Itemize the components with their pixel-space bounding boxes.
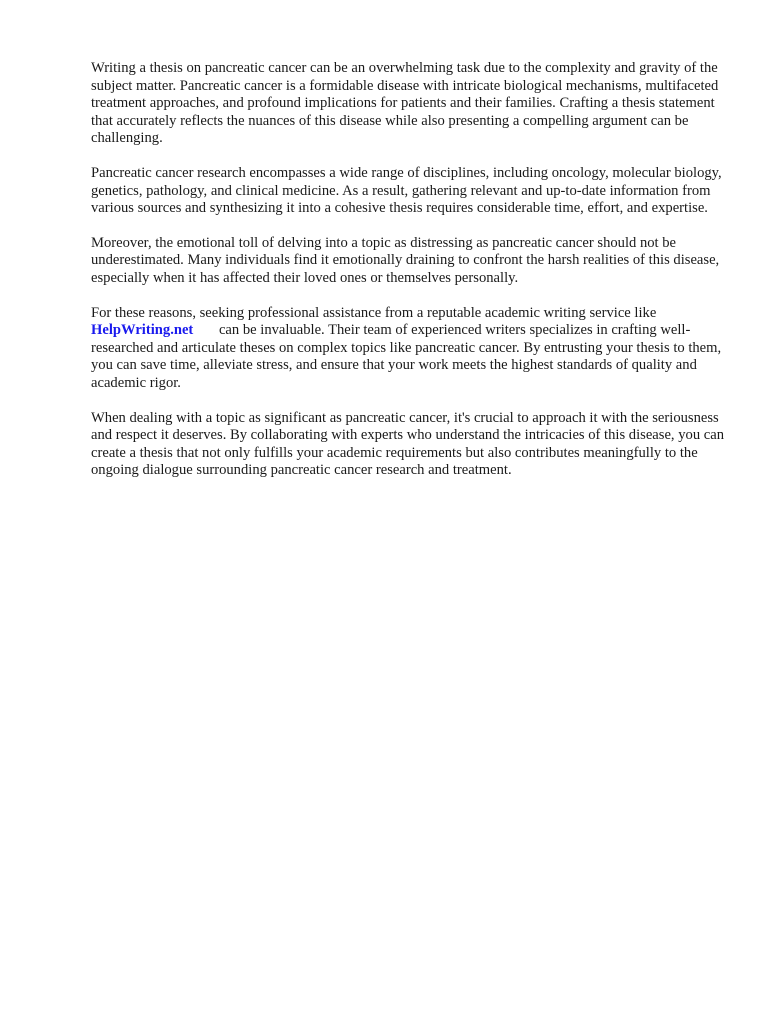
paragraph-intro: Writing a thesis on pancreatic cancer can be an overwhelming task due to the complexity and gravity of the subject matter. Pancreatic cancer is a formidable disease with intricate biological mechanisms, multifaceted treatment approaches, and profound implications for patients and their families. Crafting a thesis statement that accurately reflects the nuances of this disease while also presenting a compelling argument can be challenging. (91, 60, 719, 147)
paragraph-promo (91, 305, 727, 393)
helpwriting-link[interactable]: HelpWriting.net (91, 322, 194, 339)
promo-text-before: For these reasons, seeking professional assistance from a reputable academic writing service like (91, 304, 657, 321)
promo-text-after: can be invaluable. Their team of experienced writers specializes in crafting well-researched and articulate theses on complex topics like pancreatic cancer. By entrusting your thesis to them, you can save time, alleviate stress, and ensure that your work meets the highest standards of quality and academic rigor. (91, 322, 722, 391)
paragraph-closing: When dealing with a topic as significant as pancreatic cancer, it's crucial to approach it with the seriousness and respect it deserves. By collaborating with experts who understand the intricacies of this disease, you can create a thesis that not only fulfills your academic requirements but also contributes meaningfully to the ongoing dialogue surrounding pancreatic cancer research and treatment. (91, 409, 725, 479)
paragraph-emotional: Moreover, the emotional toll of delving into a topic as distressing as pancreatic cancer should not be underestimated. Many individuals find it emotionally draining to confront the harsh realities of this disease, especially when it has affected their loved ones or themselves personally. (91, 234, 720, 286)
document-body (91, 60, 727, 497)
paragraph-research: Pancreatic cancer research encompasses a wide range of disciplines, including oncology, molecular biology, genetics, pathology, and clinical medicine. As a result, gathering relevant and up-to-date information from various sources and synthesizing it into a cohesive thesis requires considerable time, effort, and expertise. (91, 164, 722, 217)
